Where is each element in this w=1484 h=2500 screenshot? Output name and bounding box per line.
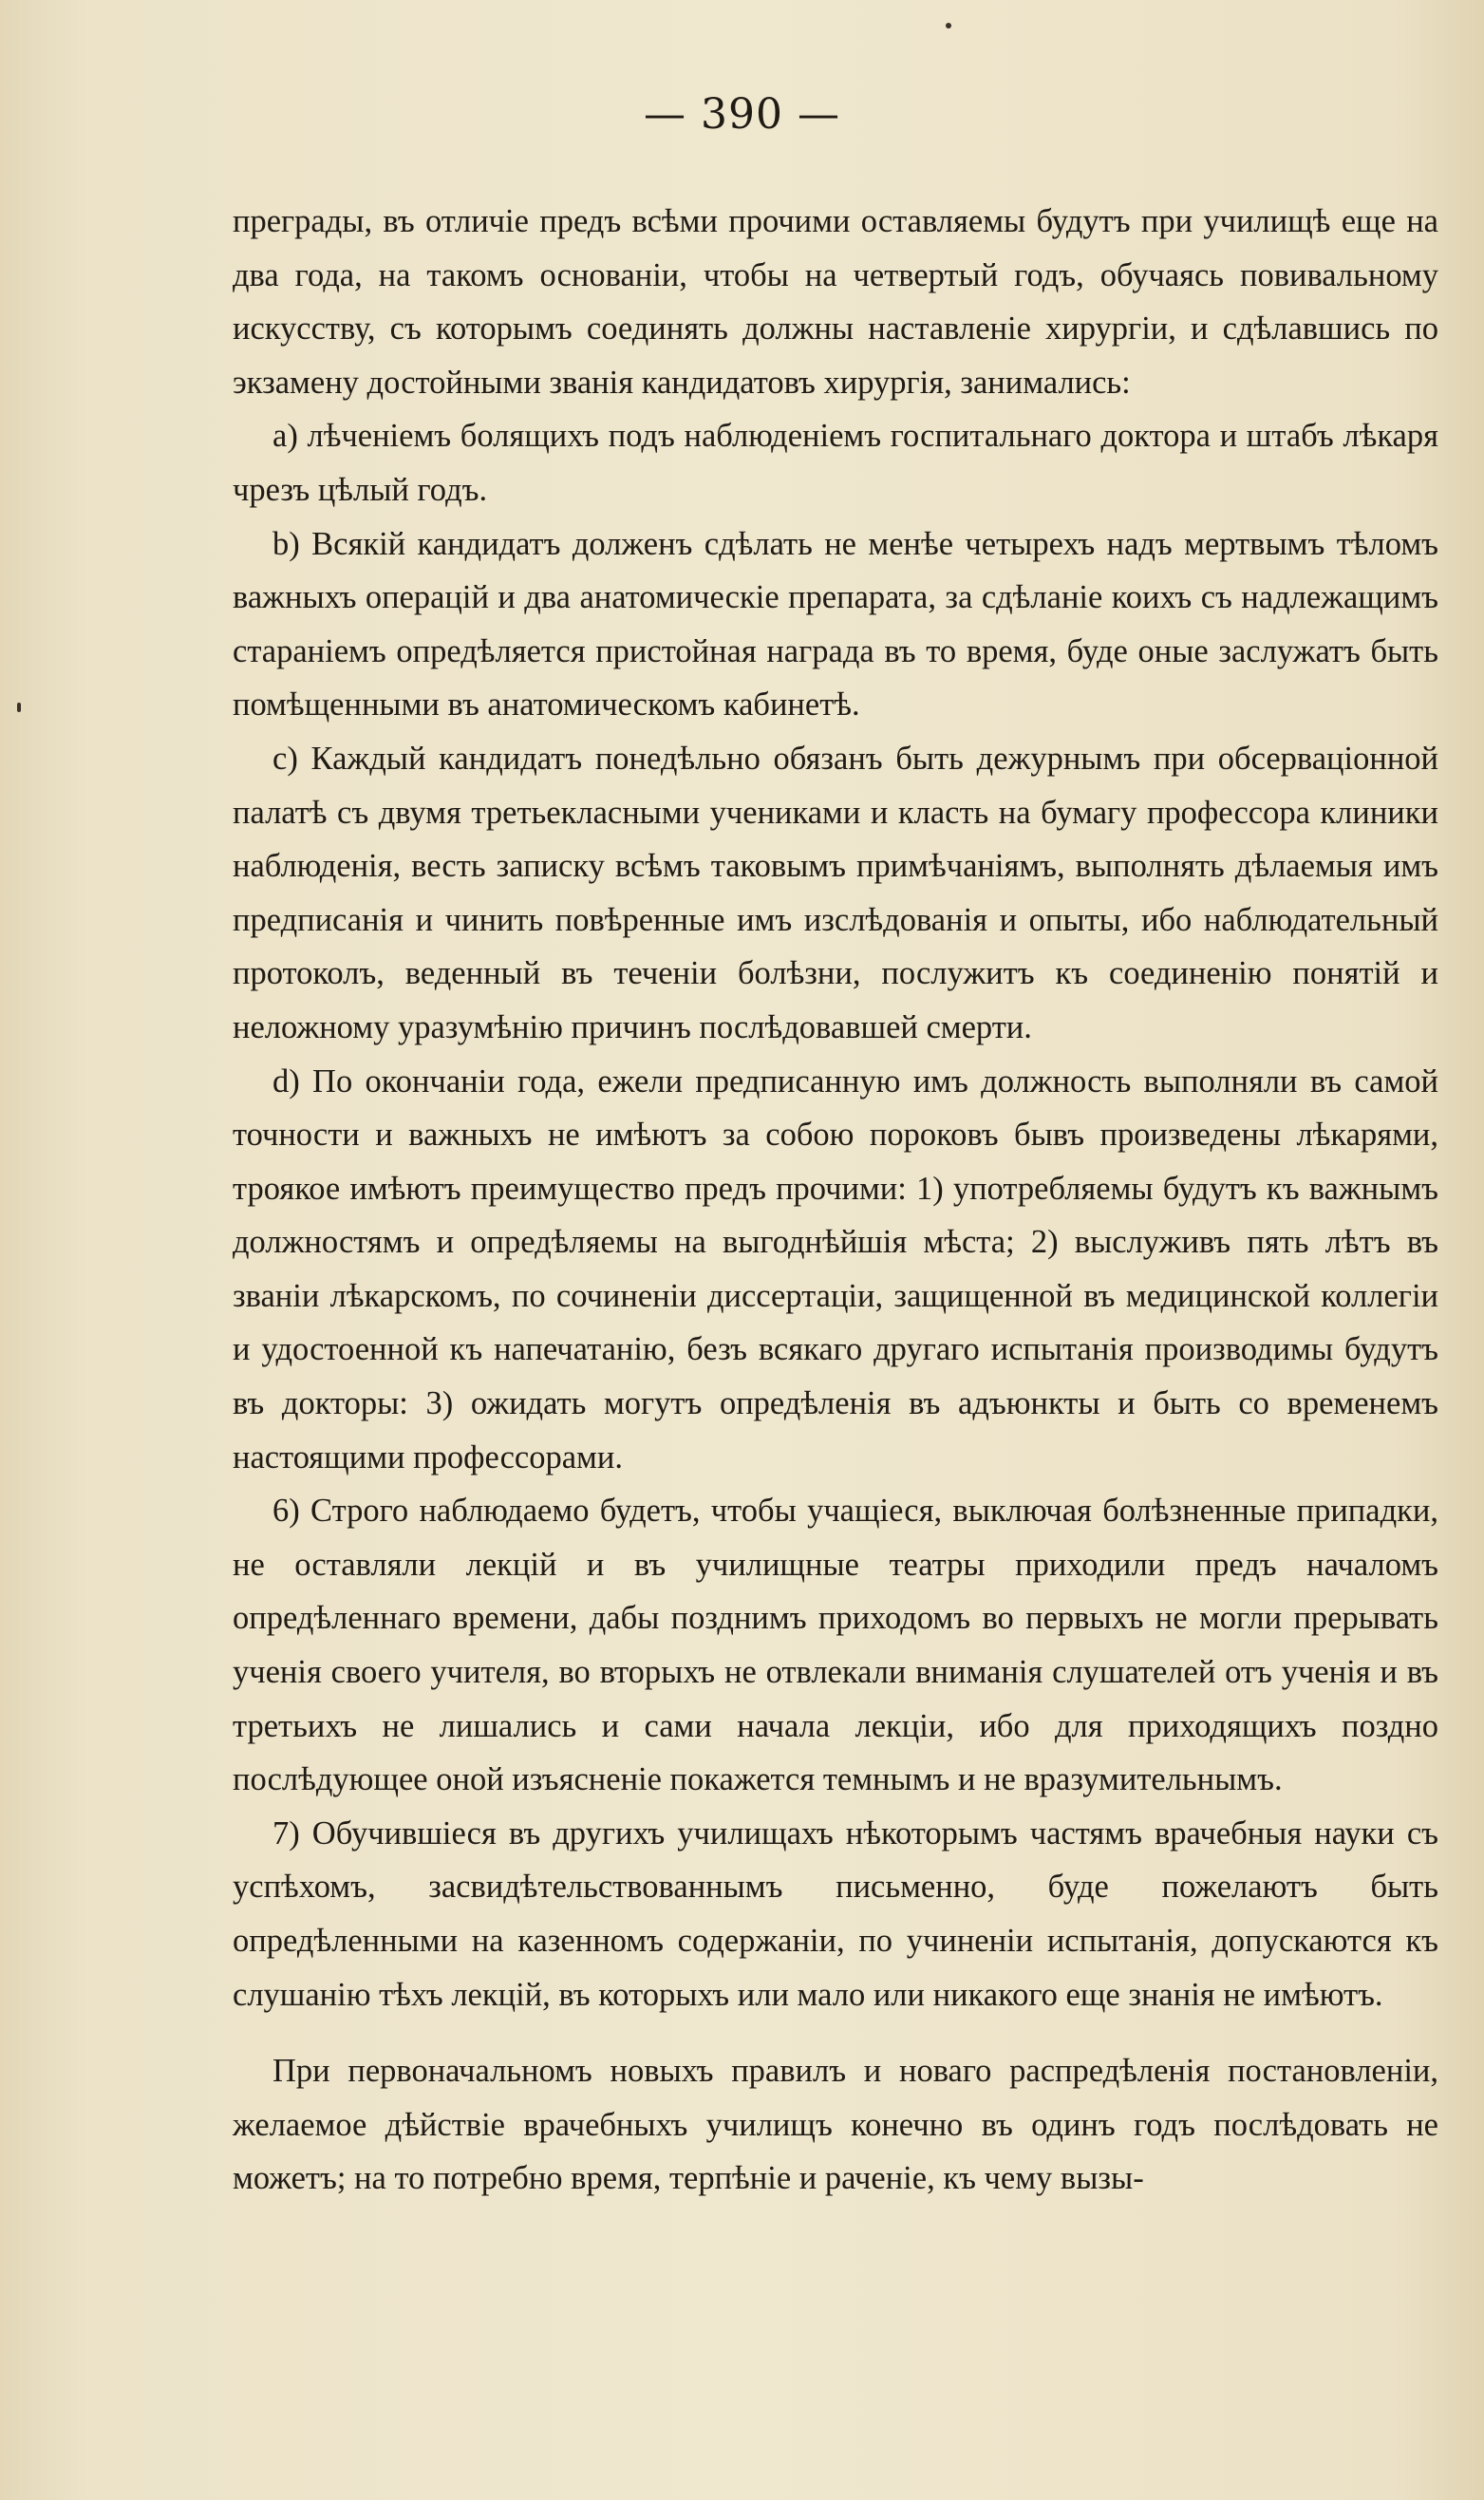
paragraph: 7) Обучившіеся въ другихъ училищахъ нѣкоторымъ частямъ врачебныя науки съ успѣхомъ, засвидѣтельствованнымъ письменно, буде пожелаютъ быть опредѣленными на казенномъ содержаніи, по учиненіи испытанія, допускаются къ слушанію тѣхъ лекцій, въ которыхъ или мало или никакого еще знанія не имѣютъ.	[233, 1814, 1438, 2013]
paragraph: 6) Строго наблюдаемо будетъ, чтобы учащіеся, выключая болѣзненные припадки, не оставляли лекцій и въ училищные театры приходили предъ началомъ опредѣленнаго времени, дабы позднимъ приходомъ во первыхъ не могли прерывать ученія своего учителя, во вторыхъ не отвлекали вниманія слушателей отъ ученія и въ третьихъ не лишались и сами начала лекціи, ибо для приходящихъ поздно послѣдующее оной изъясненіе покажется темнымъ и не вразумительнымъ.	[233, 1493, 1438, 1798]
ink-speck	[17, 703, 21, 712]
paragraph: b) Всякій кандидатъ долженъ сдѣлать не менѣе четырехъ надъ мертвымъ тѣломъ важныхъ операцій и два анатомическіе препарата, за сдѣланіе коихъ съ надлежащимъ стараніемъ опредѣляется пристойная награда въ то время, буде оные заслужатъ быть помѣщенными въ анатомическомъ кабинетѣ.	[233, 525, 1438, 724]
ink-speck	[946, 23, 951, 28]
page-number: — 390 —	[644, 90, 840, 139]
paragraph: При первоначальномъ новыхъ правилъ и новаго распредѣленія постановленіи, желаемое дѣйствіе врачебныхъ училищъ конечно въ одинъ годъ послѣдовать не можетъ; на то потребно время, терпѣніе и раченіе, къ чему вызы-	[233, 2053, 1438, 2197]
body-text	[233, 195, 1438, 2206]
paragraph: преграды, въ отличіе предъ всѣми прочими оставляемы будутъ при училищѣ еще на два года, на такомъ основаніи, чтобы на четвертый годъ, обучаясь повивальному искусству, съ которымъ соединять должны наставленіе хирургіи, и сдѣлавшись по экзамену достойными званія кандидатовъ хирургія, занимались:	[233, 203, 1438, 401]
paragraph: c) Каждый кандидатъ понедѣльно обязанъ быть дежурнымъ при обсерваціонной палатѣ съ двумя третьекласными учениками и класть на бумагу профессора клиники наблюденія, весть записку всѣмъ таковымъ примѣчаніямъ, выполнять дѣлаемыя имъ предписанія и чинить повѣренные имъ изслѣдованія и опыты, ибо наблюдательный протоколъ, веденный въ теченіи болѣзни, послужитъ къ соединенію понятій и неложному уразумѣнію причинъ послѣдовавшей смерти.	[233, 740, 1438, 1045]
paragraph: d) По окончаніи года, ежели предписанную имъ должность выполняли въ самой точности и важныхъ не имѣютъ за собою пороковъ бывъ произведены лѣкарями, троякое имѣютъ преимущество предъ прочими: 1) употребляемы будутъ къ важнымъ должностямъ и опредѣляемы на выгоднѣйшія мѣста; 2) выслуживъ пять лѣтъ въ званіи лѣкарскомъ, по сочиненіи диссертаціи, защищенной въ медицинской коллегіи и удостоенной къ напечатанію, безъ всякаго другаго испытанія производимы будутъ въ докторы: 3) ожидать могутъ опредѣленія въ адъюнкты и быть со временемъ настоящими профессорами.	[233, 1062, 1438, 1476]
paragraph: a) лѣченіемъ болящихъ подъ наблюденіемъ госпитальнаго доктора и штабъ лѣкаря чрезъ цѣлый годъ.	[233, 418, 1438, 508]
